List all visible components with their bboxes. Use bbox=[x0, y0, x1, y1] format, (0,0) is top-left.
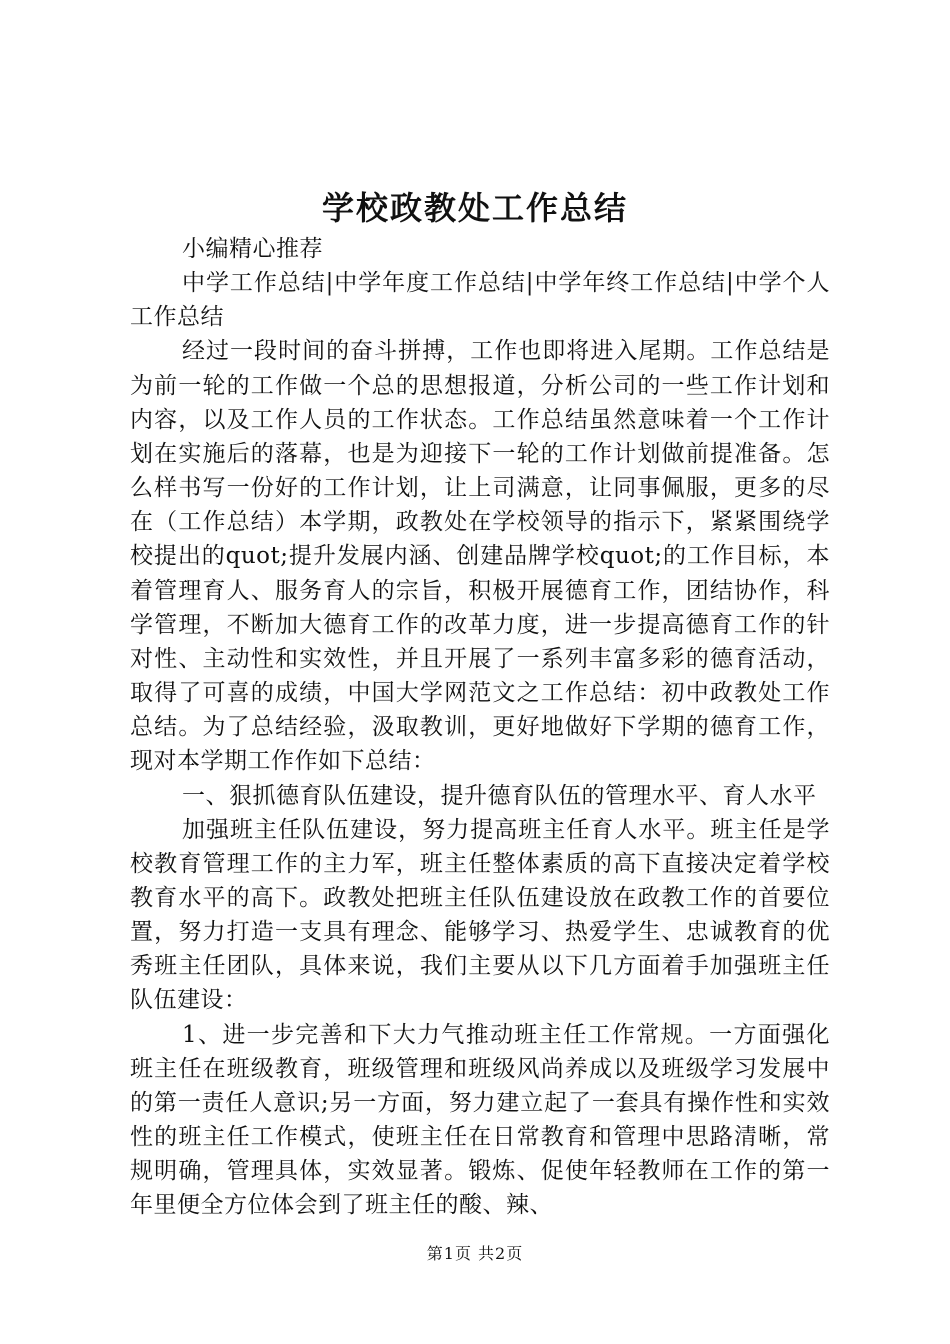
related-links-line: 中学工作总结|中学年度工作总结|中学年终工作总结|中学个人工作总结 bbox=[130, 270, 830, 331]
page-footer: 第1页 共2页 bbox=[426, 1244, 524, 1263]
recommendation-line: 小编精心推荐 bbox=[182, 236, 323, 262]
numbered-paragraph-1: 1、进一步完善和下大力气推动班主任工作常规。一方面强化班主任在班级教育，班级管理和班级风尚养成以及班级学习发展中的第一责任人意识;另一方面，努力建立起了一套具有操作性和实效性的班主任工作模式，使班主任在日常教育和管理中思路清晰，常规明确，管理具体，实效显著。锻炼、促使年轻教师在工作的第一年里便全方位体会到了班主任的酸、辣、 bbox=[130, 1021, 830, 1219]
section-heading-1: 一、狠抓德育队伍建设，提升德育队伍的管理水平、育人水平 bbox=[182, 782, 817, 809]
intro-paragraph: 经过一段时间的奋斗拼搏，工作也即将进入尾期。工作总结是为前一轮的工作做一个总的思想报道，分析公司的一些工作计划和内容，以及工作人员的工作状态。工作总结虽然意味着一个工作计划在实施后的落幕，也是为迎接下一轮的工作计划做前提准备。怎么样书写一份好的工作计划，让上司满意，让同事佩服，更多的尽在（工作总结）本学期，政教处在学校领导的指示下，紧紧围绕学校提出的quot;提升发展内涵、创建品牌学校quot;的工作目标，本着管理育人、服务育人的宗旨，积极开展德育工作，团结协作，科学管理，不断加大德育工作的改革力度，进一步提高德育工作的针对性、主动性和实效性，并且开展了一系列丰富多彩的德育活动，取得了可喜的成绩，中国大学网范文之工作总结：初中政教处工作总结。为了总结经验，汲取教训，更好地做好下学期的德育工作，现对本学期工作作如下总结： bbox=[130, 338, 830, 775]
document-title: 学校政教处工作总结 bbox=[321, 189, 628, 227]
section-paragraph-1: 加强班主任队伍建设，努力提高班主任育人水平。班主任是学校教育管理工作的主力军，班主任整体素质的高下直接决定着学校教育水平的高下。政教处把班主任队伍建设放在政教工作的首要位置，努力打造一支具有理念、能够学习、热爱学生、忠诚教育的优秀班主任团队，具体来说，我们主要从以下几方面着手加强班主任队伍建设： bbox=[130, 816, 830, 1014]
document-body bbox=[130, 232, 830, 1223]
